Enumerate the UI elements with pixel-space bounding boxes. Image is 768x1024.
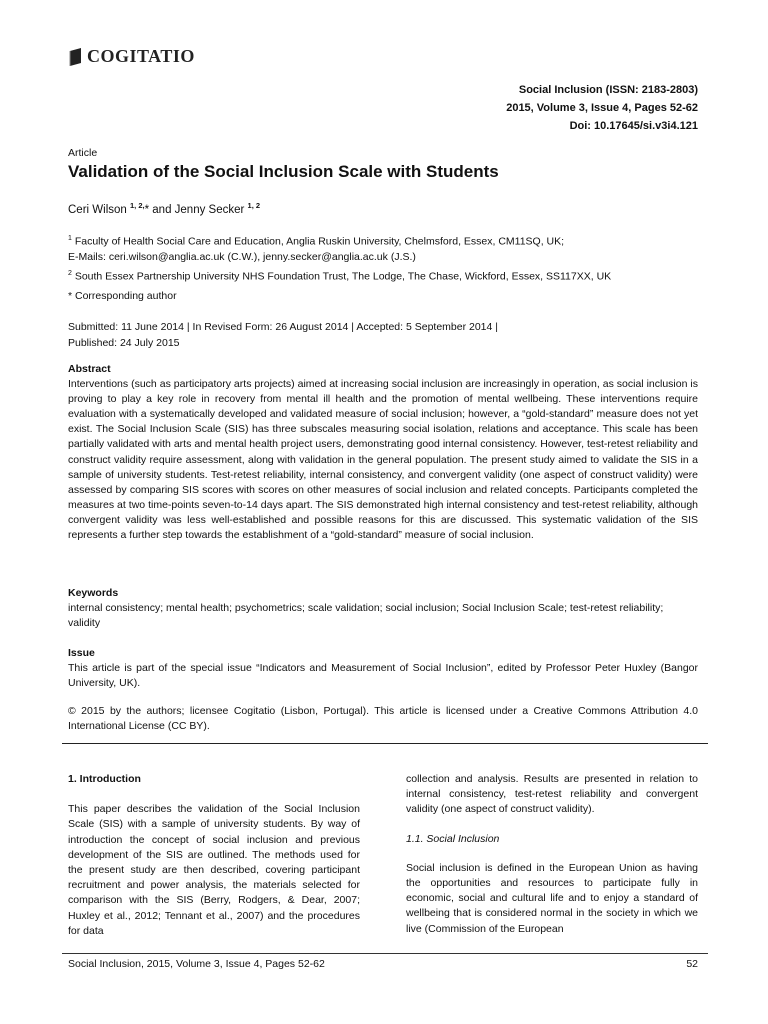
abstract-heading: Abstract [68, 363, 111, 375]
affiliation-text: Faculty of Health Social Care and Education, Anglia Ruskin University, Chelmsford, Essex, CM11SQ, UK; [74, 235, 565, 248]
subsection-paragraph: Social inclusion is defined in the European Union as having the opportunities and resources to participate fully in economic, social and cultural life and to enjoy a standard of wellbeing that is considered normal in the society in which we live (Commission of the European [406, 861, 698, 935]
section-divider [62, 743, 708, 744]
corresponding-author-note: * Corresponding author [68, 290, 177, 302]
subsection-heading: 1.1. Social Inclusion [406, 832, 500, 845]
author-emails: E-Mails: ceri.wilson@anglia.ac.uk (C.W.), jenny.secker@anglia.ac.uk (J.S.) [68, 251, 416, 263]
affiliation-sup: 2 [68, 269, 72, 277]
affiliations [68, 231, 611, 285]
journal-issn: Social Inclusion (ISSN: 2183-2803) [518, 84, 698, 96]
submission-dates [68, 320, 498, 351]
publisher-logo [68, 46, 195, 67]
license-section [68, 704, 698, 734]
author-affiliation-sup: 1, 2 [247, 201, 261, 210]
license-text: © 2015 by the authors; licensee Cogitatio (Lisbon, Portugal). This article is licensed under a Creative Commons Attribution 4.0 International License (CC BY). [68, 705, 698, 733]
journal-issue: 2015, Volume 3, Issue 4, Pages 52-62 [506, 102, 698, 114]
issue-heading: Issue [68, 647, 95, 659]
footer-citation: Social Inclusion, 2015, Volume 3, Issue 4, Pages 52-62 [68, 958, 325, 970]
keywords-heading: Keywords [68, 587, 119, 599]
dates-line: Submitted: 11 June 2014 | In Revised Form: 26 August 2014 | Accepted: 5 September 2014 | [68, 321, 499, 333]
footer-divider [62, 953, 708, 954]
abstract-text: Interventions (such as participatory arts projects) aimed at increasing social inclusion are increasingly in operation, as social inclusion is proving to play a key role in recovery from mental ill health and the promotion of mental wellbeing. These interventions require evaluation with a systematically developed and validated measure of social inclusion; however, a “gold-standard” measure does not yet exist. The Social Inclusion Scale (SIS) has three subscales measuring social isolation, relations and acceptance. This scale has been partially validated with arts and mental health project users, demonstrating good internal consistency. However, test-retest reliability and construct validity require assessment, along with validation in the general population. The present study aimed to validate the SIS in a sample of university students. Test-retest reliability, internal consistency, and convergent validity (one aspect of construct validity) were assessed by comparing SIS scores with scores on other measures of social inclusion and related concepts. Participants completed the measures at two time-points seven-to-14 days apart. The SIS demonstrated high internal consistency and test-retest reliability, although convergent validity was less well-established and possible reasons for this are discussed. This systematic validation of the SIS represents a further step towards the establishment of a “gold-standard” measure of social inclusion. [68, 378, 698, 542]
book-logo-icon [68, 47, 83, 67]
issue-section [68, 646, 698, 691]
article-type: Article [68, 147, 98, 159]
author-affiliation-sup: 1, 2, [130, 201, 145, 210]
affiliation-1 [68, 231, 611, 250]
introduction-paragraph: This paper describes the validation of the Social Inclusion Scale (SIS) with a sample of university students. By way of introduction the concept of social inclusion and previous development of the SIS are outlined. The methods used for the present study are then described, covering participant recruitment and power analysis, the materials selected for comparison with the SIS (Berry, Rodgers, & Dear, 2007; Huxley et al., 2012; Tennant et al., 2007) and the procedures for data [68, 803, 360, 937]
journal-doi: Doi: 10.17645/si.v3i4.121 [569, 120, 698, 132]
keywords-text: internal consistency; mental health; psychometrics; scale validation; social inclusion; Social Inclusion Scale; test-retest reliability; validity [68, 602, 664, 630]
body-column-left [68, 772, 360, 939]
journal-info [506, 81, 698, 135]
page-number: 52 [686, 958, 698, 970]
issue-text: This article is part of the special issue “Indicators and Measurement of Social Inclusion”, edited by Professor Peter Huxley (Bangor University, UK). [68, 662, 698, 690]
body-paragraph: collection and analysis. Results are presented in relation to internal consistency, test-retest reliability and convergent validity (one aspect of construct validity). [406, 773, 698, 816]
author-list [68, 201, 260, 216]
author-name: and Jenny Secker [149, 203, 245, 216]
introduction-heading: 1. Introduction [68, 773, 141, 785]
abstract-section [68, 362, 698, 543]
affiliation-text: South Essex Partnership University NHS Foundation Trust, The Lodge, The Chase, Wickford, Essex, SS117XX, UK [74, 270, 612, 282]
corresponding-mark: * [144, 203, 150, 216]
keywords-section [68, 586, 698, 631]
body-column-right [406, 772, 698, 937]
affiliation-sup: 1 [68, 235, 72, 242]
article-title: Validation of the Social Inclusion Scale with Students [68, 162, 499, 181]
affiliation-2 [68, 266, 611, 285]
author-name: Ceri Wilson [68, 203, 127, 216]
published-date: Published: 24 July 2015 [68, 336, 180, 349]
brand-name: COGITATIO [87, 46, 195, 66]
